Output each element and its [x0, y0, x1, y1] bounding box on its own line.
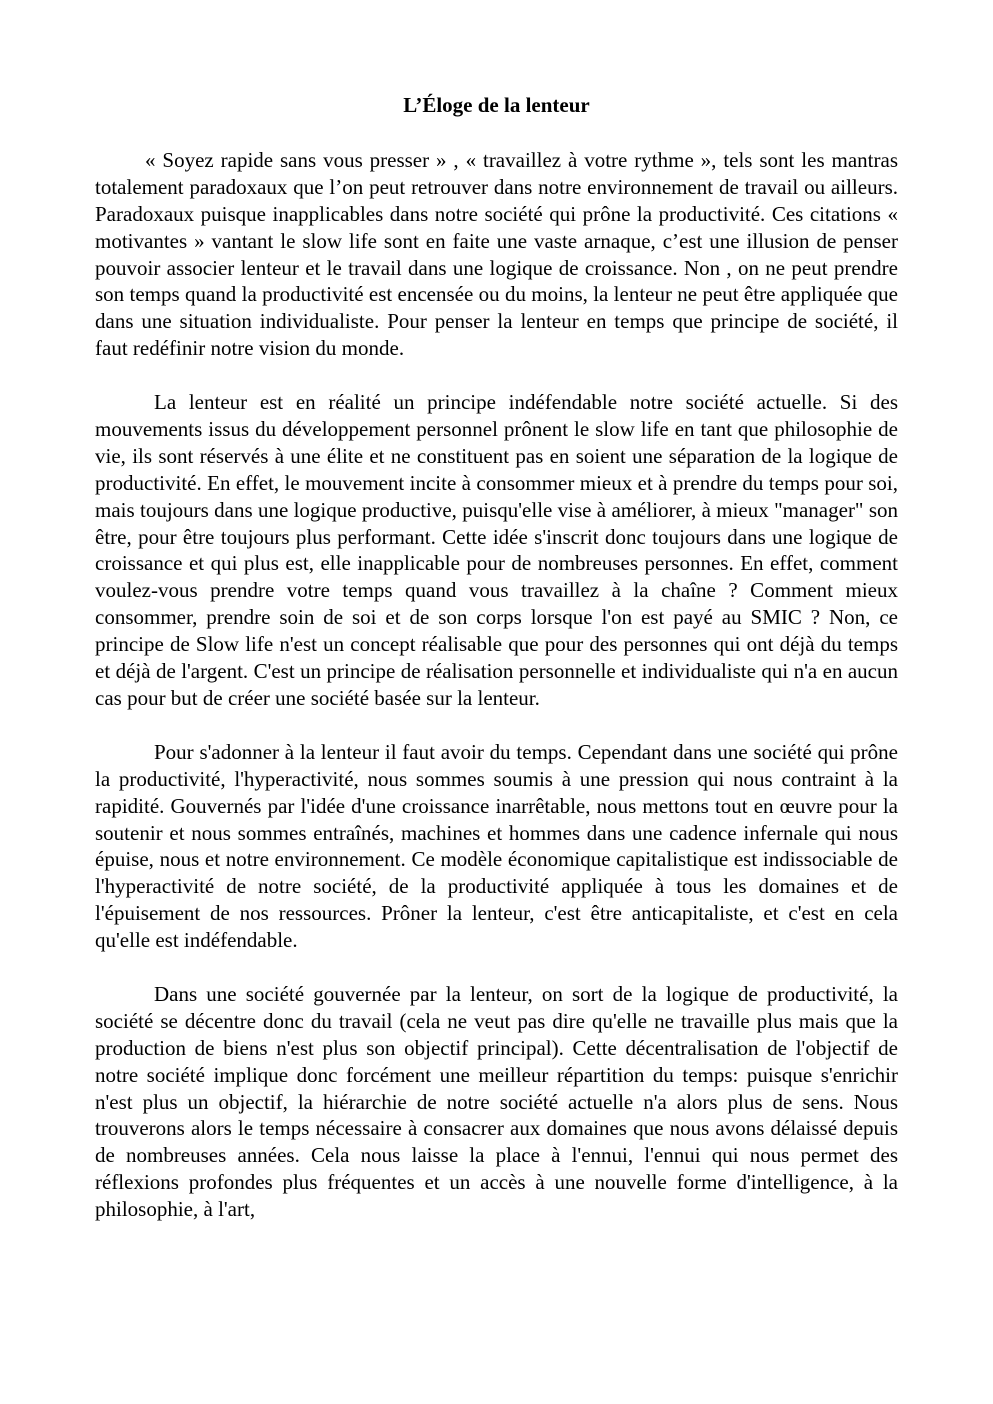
paragraph-gap	[95, 954, 898, 981]
paragraph-2: La lenteur est en réalité un principe indéfendable notre société actuelle. Si des mouvements issus du développement personnel prônent le slow life en tant que philosophie de vie, ils sont réservés à une élite et ne constituent pas en soient une séparation de la logique de productivité. En effet, le mouvement incite à consommer mieux et à prendre du temps pour soi, mais toujours dans une logique productive, puisqu'elle vise à améliorer, à mieux "manager" son être, pour être toujours plus performant. Cette idée s'inscrit donc toujours dans une logique de croissance et qui plus est, elle inapplicable pour de nombreuses personnes. En effet, comment voulez-vous prendre votre temps quand vous travaillez à la chaîne ? Comment mieux consommer, prendre soin de soi et de son corps lorsque l'on est payé au SMIC ? Non, ce principe de Slow life n'est un concept réalisable que pour des personnes qui ont déjà du temps et déjà de l'argent. C'est un principe de réalisation personnelle et individualiste qui n'a en aucun cas pour but de créer une société basée sur la lenteur.	[95, 390, 898, 711]
paragraph-4: Dans une société gouvernée par la lenteur, on sort de la logique de productivité, la société se décentre donc du travail (cela ne veut pas dire qu'elle ne travaille plus mais que la production de biens n'est plus son objectif principal). Cette décentralisation de l'objectif de notre société implique donc forcément une meilleur répartition du temps: puisque s'enrichir n'est plus un objectif, la hiérarchie de notre société actuelle n'a alors plus de sens. Nous trouverons alors le temps nécessaire à consacrer aux domaines que nous avons délaissé depuis de nombreuses années. Cela nous laisse la place à l'ennui, l'ennui qui nous permet des réflexions profondes plus fréquentes et un accès à une nouvelle forme d'intelligence, à la philosophie, à l'art,	[95, 981, 898, 1222]
document-title: L’Éloge de la lenteur	[403, 93, 590, 117]
paragraph-gap	[95, 712, 898, 739]
document-page	[95, 92, 898, 1223]
paragraph-1: « Soyez rapide sans vous presser » , « travaillez à votre rythme », tels sont les mantras totalement paradoxaux que l’on peut retrouver dans notre environnement de travail ou ailleurs. Paradoxaux puisque inapplicables dans notre société qui prône la productivité. Ces citations « motivantes » vantant le slow life sont en faite une vaste arnaque, c’est une illusion de penser pouvoir associer lenteur et le travail dans une logique de croissance. Non , on ne peut prendre son temps quand la productivité est encensée ou du moins, la lenteur ne peut être appliquée que dans une situation individualiste. Pour penser la lenteur en temps que principe de société, il faut redéfinir notre vision du monde.	[95, 147, 898, 361]
paragraph-gap	[95, 362, 898, 389]
paragraph-3: Pour s'adonner à la lenteur il faut avoir du temps. Cependant dans une société qui prône la productivité, l'hyperactivité, nous sommes soumis à une pression qui nous contraint à la rapidité. Gouvernés par l'idée d'une croissance inarrêtable, nous mettons tout en œuvre pour la soutenir et nous sommes entraînés, machines et hommes dans une cadence infernale qui nous épuise, nous et notre environnement. Ce modèle économique capitalistique est indissociable de l'hyperactivité de notre société, de la productivité appliquée à tous les domaines et de l'épuisement de nos ressources. Prôner la lenteur, c'est être anticapitaliste, et c'est en cela qu'elle est indéfendable.	[95, 739, 898, 953]
